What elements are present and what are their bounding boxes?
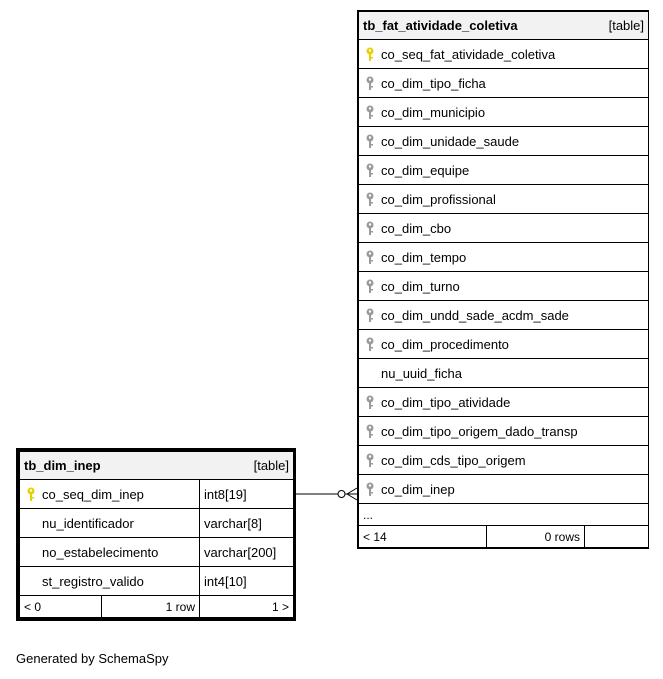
column-name-text: co_dim_equipe: [381, 162, 470, 178]
column-name: [359, 98, 649, 127]
column-name: [359, 446, 649, 475]
table-row[interactable]: [20, 480, 294, 509]
children-count[interactable]: < 0: [20, 596, 102, 618]
column-type: varchar[200]: [200, 538, 294, 567]
column-name-text: co_dim_procedimento: [381, 336, 509, 352]
column-name-text: co_dim_tipo_origem_dado_transp: [381, 423, 578, 439]
table-row[interactable]: [359, 301, 649, 330]
crows-foot-marker: [347, 488, 357, 494]
foreign-key-icon: [365, 279, 375, 294]
column-name-text: co_dim_turno: [381, 278, 460, 294]
ellipsis-row: [359, 504, 649, 526]
column-name: [359, 475, 649, 504]
column-type: int8[19]: [200, 480, 294, 509]
table-row[interactable]: [359, 243, 649, 272]
column-name-text: co_dim_tipo_atividade: [381, 394, 511, 410]
column-name: [20, 509, 200, 538]
more-columns-ellipsis: ...: [359, 504, 649, 526]
column-name-text: co_dim_cds_tipo_origem: [381, 452, 526, 468]
column-name-text: co_dim_undd_sade_acdm_sade: [381, 307, 569, 323]
column-name: [20, 538, 200, 567]
children-count[interactable]: < 14: [359, 526, 487, 548]
table-type-label: [table]: [608, 18, 645, 33]
column-name: [359, 359, 649, 388]
table-footer: [20, 596, 294, 618]
column-name: [20, 567, 200, 596]
foreign-key-icon: [365, 424, 375, 439]
column-name: [359, 127, 649, 156]
table-row[interactable]: [359, 156, 649, 185]
generated-by-credit: Generated by SchemaSpy: [16, 651, 169, 666]
primary-key-icon: [26, 487, 36, 502]
foreign-key-icon: [365, 337, 375, 352]
table-row[interactable]: [359, 446, 649, 475]
table-footer: [359, 526, 649, 548]
table-row[interactable]: [359, 40, 649, 69]
foreign-key-icon: [365, 250, 375, 265]
row-count: 1 row: [102, 596, 200, 618]
table-row[interactable]: [359, 185, 649, 214]
foreign-key-icon: [365, 105, 375, 120]
column-name: [359, 243, 649, 272]
foreign-key-icon: [365, 192, 375, 207]
column-type: varchar[8]: [200, 509, 294, 538]
column-name: [359, 214, 649, 243]
parents-count[interactable]: 1 >: [200, 596, 294, 618]
zero-optionality-marker: [338, 491, 345, 498]
column-name-text: co_dim_profissional: [381, 191, 496, 207]
column-name-text: no_estabelecimento: [42, 544, 159, 560]
table-row[interactable]: [359, 388, 649, 417]
column-name-text: co_dim_cbo: [381, 220, 452, 236]
column-name: [359, 301, 649, 330]
table-row[interactable]: [359, 359, 649, 388]
foreign-key-icon: [365, 163, 375, 178]
table-row[interactable]: [20, 567, 294, 596]
column-name: [359, 69, 649, 98]
table-row[interactable]: [359, 214, 649, 243]
column-name: [359, 272, 649, 301]
column-name: [359, 185, 649, 214]
column-name: [359, 156, 649, 185]
foreign-key-icon: [365, 482, 375, 497]
table-tb-dim-inep[interactable]: [16, 448, 296, 621]
table-header: [359, 12, 649, 40]
column-name-text: co_seq_fat_atividade_coletiva: [381, 46, 556, 62]
table-tb-fat-atividade-coletiva[interactable]: [357, 10, 649, 549]
table-row[interactable]: [359, 417, 649, 446]
foreign-key-icon: [365, 221, 375, 236]
table-type-label: [table]: [253, 458, 290, 473]
table-row[interactable]: [359, 69, 649, 98]
table-title: tb_dim_inep: [24, 458, 101, 473]
column-name: [359, 330, 649, 359]
column-name: [359, 40, 649, 69]
foreign-key-icon: [365, 308, 375, 323]
column-name-text: co_seq_dim_inep: [42, 486, 144, 502]
column-name: [359, 388, 649, 417]
column-name-text: co_dim_tempo: [381, 249, 467, 265]
column-name-text: co_dim_inep: [381, 481, 455, 497]
foreign-key-icon: [365, 453, 375, 468]
column-name: [359, 417, 649, 446]
primary-key-icon: [365, 47, 375, 62]
table-header: [20, 452, 294, 480]
column-type: int4[10]: [200, 567, 294, 596]
table-row[interactable]: [359, 98, 649, 127]
column-name: [20, 480, 200, 509]
parents-count[interactable]: [585, 526, 649, 548]
column-name-text: co_dim_unidade_saude: [381, 133, 520, 149]
column-name-text: co_dim_tipo_ficha: [381, 75, 486, 91]
table-row[interactable]: [359, 475, 649, 504]
foreign-key-icon: [365, 134, 375, 149]
foreign-key-icon: [365, 395, 375, 410]
foreign-key-icon: [365, 76, 375, 91]
table-row[interactable]: [359, 127, 649, 156]
table-row[interactable]: [20, 538, 294, 567]
table-row[interactable]: [20, 509, 294, 538]
column-name-text: st_registro_valido: [42, 573, 144, 589]
column-name-text: nu_uuid_ficha: [381, 365, 462, 381]
table-title: tb_fat_atividade_coletiva: [363, 18, 518, 33]
column-name-text: co_dim_municipio: [381, 104, 486, 120]
table-row[interactable]: [359, 330, 649, 359]
row-count: 0 rows: [487, 526, 585, 548]
column-name-text: nu_identificador: [42, 515, 134, 531]
table-row[interactable]: [359, 272, 649, 301]
